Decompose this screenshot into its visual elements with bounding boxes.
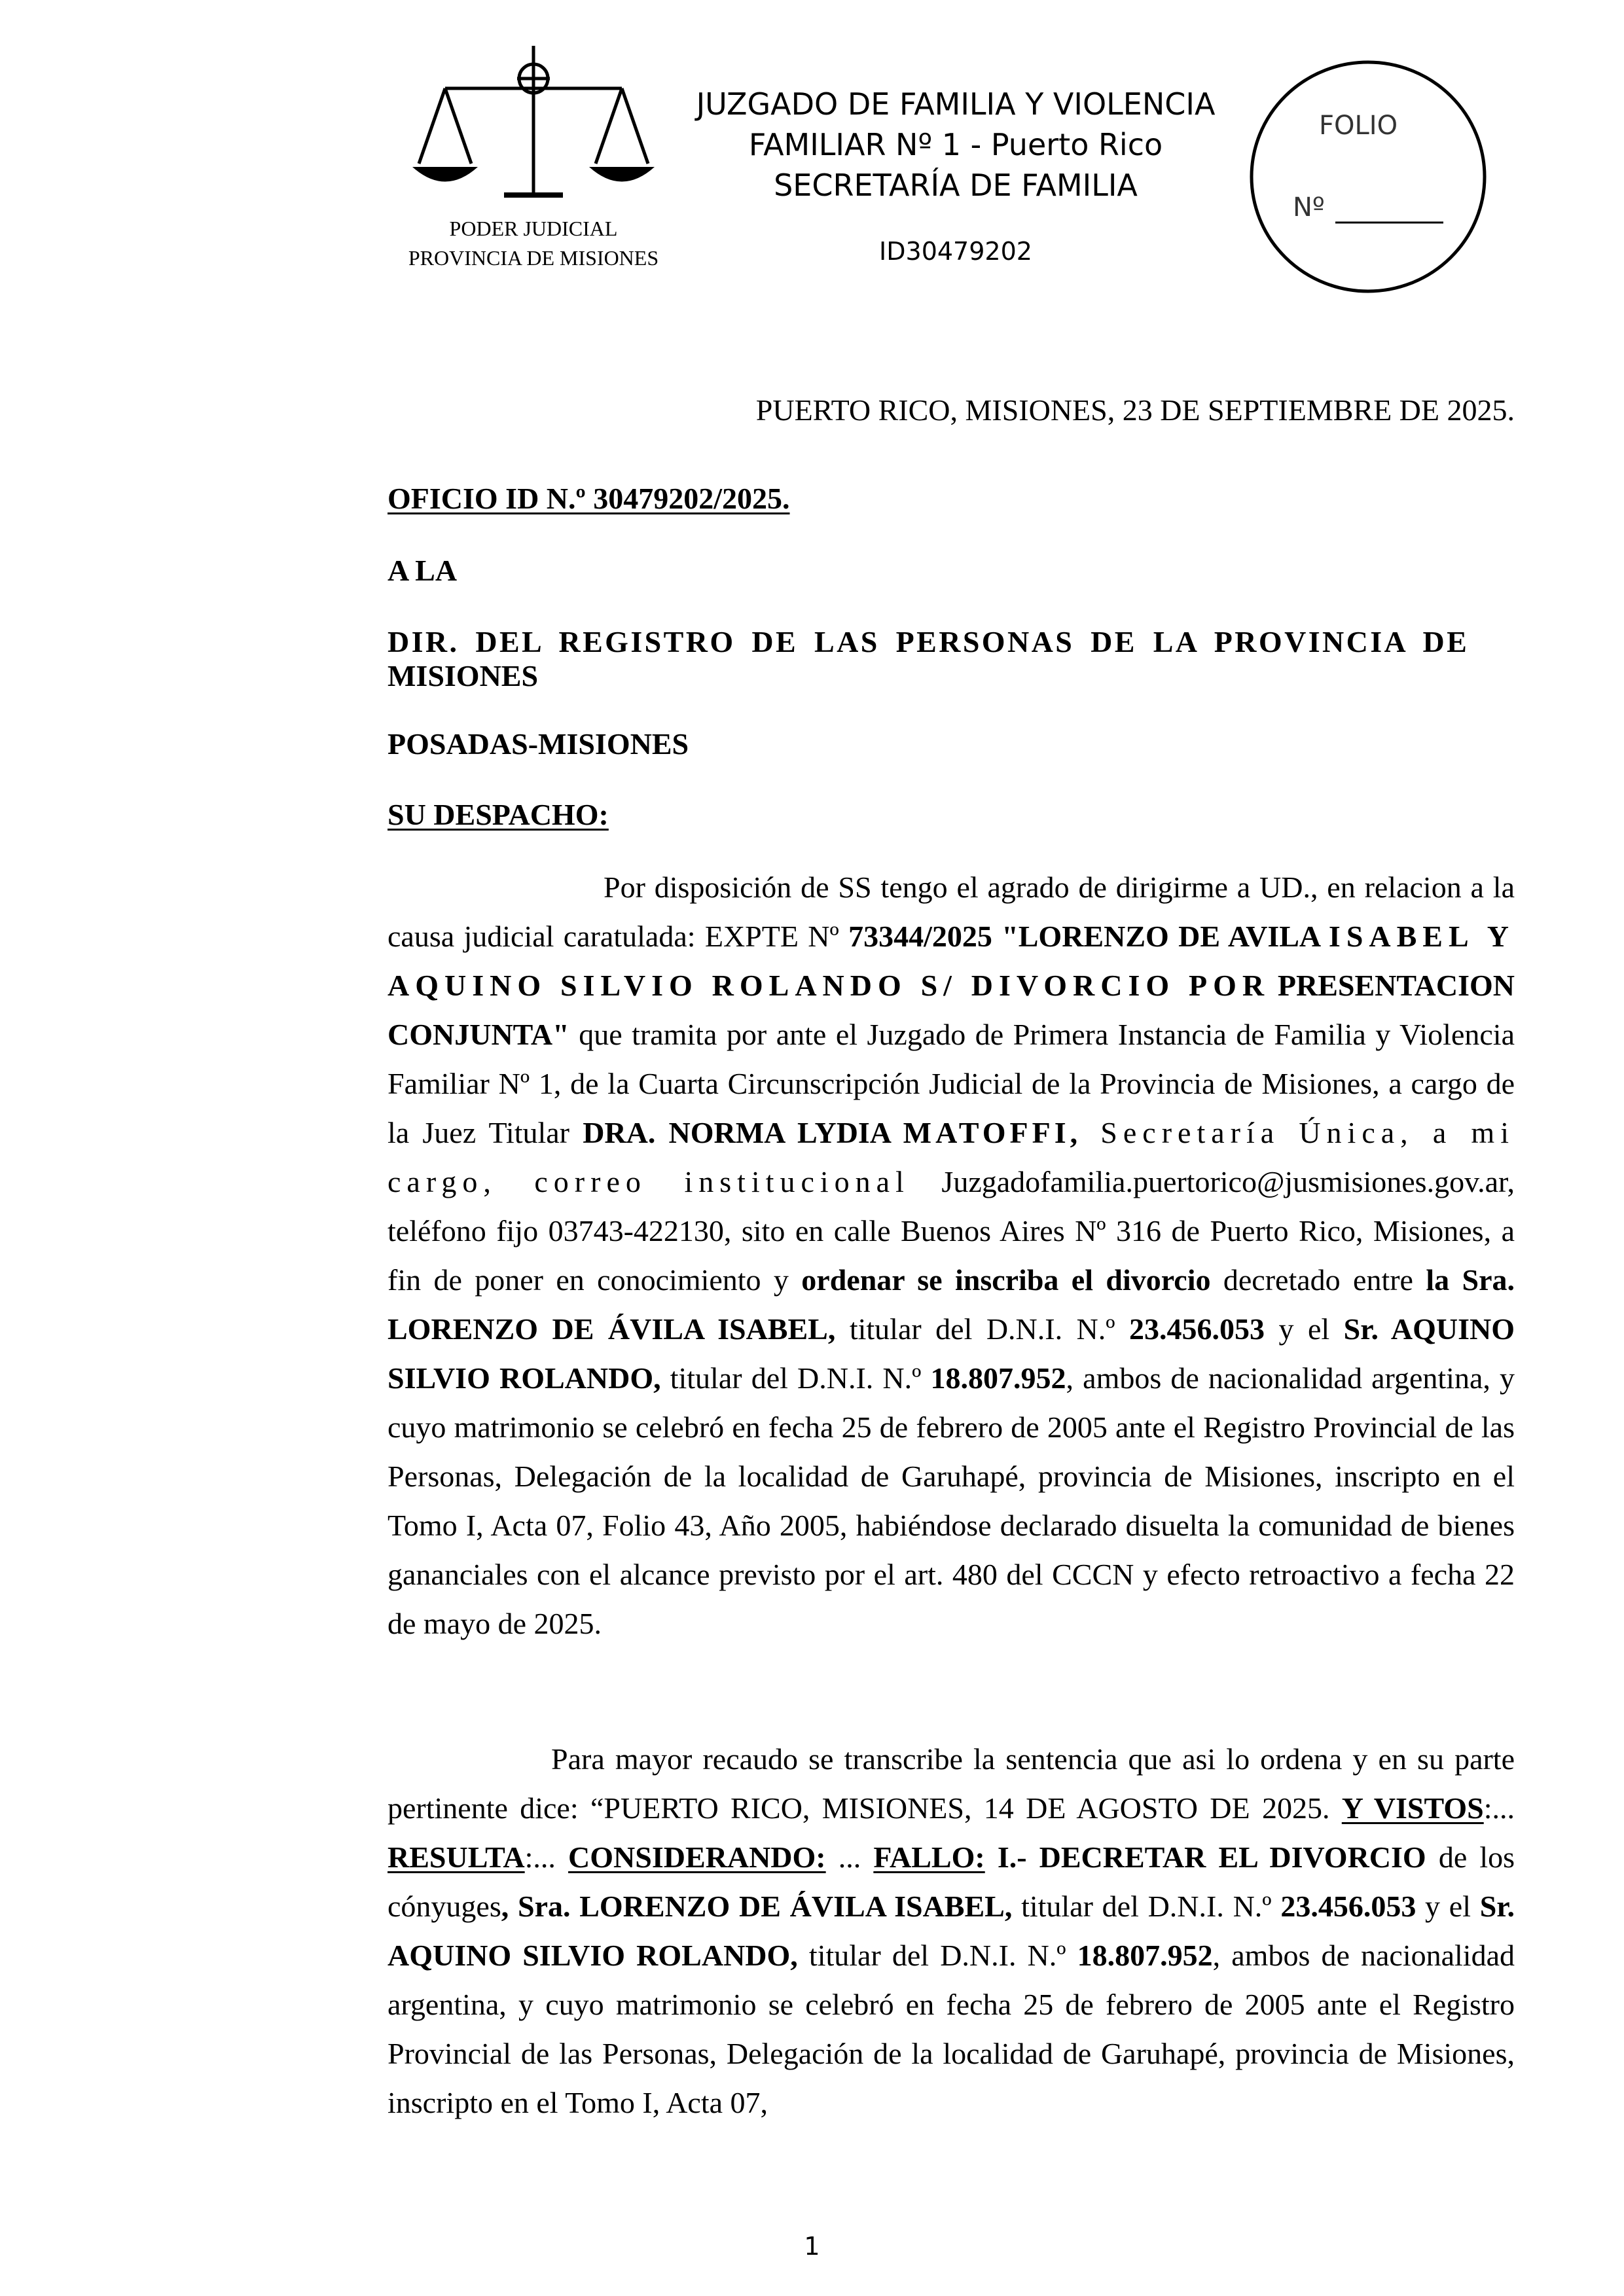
logo-text-poder-judicial: PODER JUDICIAL xyxy=(449,217,618,240)
recipient-city: POSADAS-MISIONES xyxy=(388,727,689,761)
su-despacho: SU DESPACHO: xyxy=(388,798,609,831)
court-line-2: FAMILIAR Nº 1 - Puerto Rico xyxy=(748,127,1163,162)
paragraph-2: Para mayor recaudo se transcribe la sentencia que asi lo ordena y en su parte pertinente dice: “PUERTO RICO, MISIONES, 14 DE AGOSTO DE 2025. Y VISTOS:... RESULTA:... CONSIDERANDO: ... FALLO: I.- DECRETAR EL DIVORCIO de los cónyuges, Sra. LORENZO DE ÁVILA ISABEL, titular del D.N.I. N.º 23.456.053 y el Sr. AQUINO SILVIO ROLANDO, titular del D.N.I. N.º 18.807.952, ambos de nacionalidad argentina, y cuyo matrimonio se celebró en fecha 25 de febrero de 2005 ante el Registro Provincial de las Personas, Delegación de la localidad de Garuhapé, provincia de Misiones, inscripto en el Tomo I, Acta 07, xyxy=(388,1742,1515,2119)
recipient-line-2: MISIONES xyxy=(388,659,539,692)
document-id: ID30479202 xyxy=(879,237,1032,266)
recipient-line-1: DIR. DEL REGISTRO DE LAS PERSONAS DE LA PROVINCIA DE xyxy=(388,625,1470,658)
addressee-a-la: A LA xyxy=(388,554,458,587)
folio-stamp xyxy=(1244,56,1499,298)
folio-number-label: Nº xyxy=(1293,192,1325,223)
court-line-3: SECRETARÍA DE FAMILIA xyxy=(774,168,1138,203)
judicial-scales-logo xyxy=(406,39,681,288)
logo-text-provincia: PROVINCIA DE MISIONES xyxy=(408,246,659,270)
recipient xyxy=(388,625,1515,693)
oficio-number: OFICIO ID N.º 30479202/2025. xyxy=(388,482,790,515)
court-heading xyxy=(655,84,1257,206)
date-line: PUERTO RICO, MISIONES, 23 DE SEPTIEMBRE DE 2025. xyxy=(755,393,1515,427)
folio-label: FOLIO xyxy=(1319,111,1398,141)
page-number: 1 xyxy=(804,2232,820,2261)
court-line-1: JUZGADO DE FAMILIA Y VIOLENCIA xyxy=(696,86,1216,122)
paragraph-1: Por disposición de SS tengo el agrado de dirigirme a UD., en relacion a la causa judicial caratulada: EXPTE Nº 73344/2025 "LORENZO DE AVILA ISABEL Y AQUINO SILVIO ROLANDO S/ DIVORCIO POR PRESENTACION CONJUNTA" que tramita por ante el Juzgado de Primera Instancia de Familia y Violencia Familiar Nº 1, de la Cuarta Circunscripción Judicial de la Provincia de Misiones, a cargo de la Juez Titular DRA. NORMA LYDIA MATOFFI, Secretaría Única, a mi cargo, correo institucional Juzgadofamilia.puertorico@jusmisiones.gov.ar, teléfono fijo 03743-422130, sito en calle Buenos Aires Nº 316 de Puerto Rico, Misiones, a fin de poner en conocimiento y ordenar se inscriba el divorcio decretado entre la Sra. LORENZO DE ÁVILA ISABEL, titular del D.N.I. N.º 23.456.053 y el Sr. AQUINO SILVIO ROLANDO, titular del D.N.I. N.º 18.807.952, ambos de nacionalidad argentina, y cuyo matrimonio se celebró en fecha 25 de febrero de 2005 ante el Registro Provincial de las Personas, Delegación de la localidad de Garuhapé, provincia de Misiones, inscripto en el Tomo I, Acta 07, Folio 43, Año 2005, habiéndose declarado disuelta la comunidad de bienes gananciales con el alcance previsto por el art. 480 del CCCN y efecto retroactivo a fecha 22 de mayo de 2025. xyxy=(388,870,1515,1640)
